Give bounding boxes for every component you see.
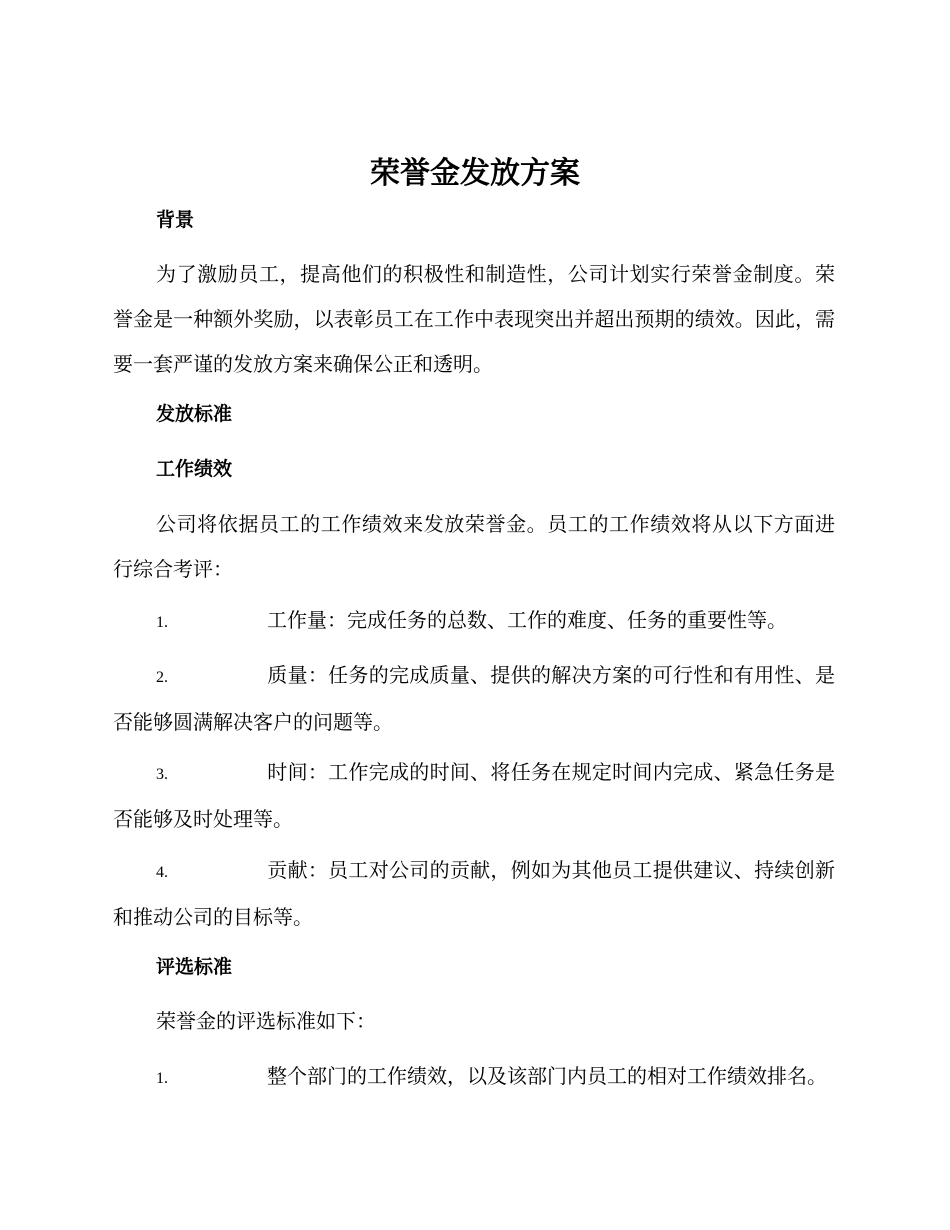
list-item [113, 848, 835, 940]
document-title: 荣誉金发放方案 [370, 156, 580, 191]
background-paragraph: 为了激励员工，提高他们的积极性和制造性，公司计划实行荣誉金制度。荣誉金是一种额外奖励，以表彰员工在工作中表现突出并超出预期的绩效。因此，需要一套严谨的发放方案来确保公正和透明。 [113, 262, 835, 376]
list-item-text: 整个部门的工作绩效，以及该部门内员工的相对工作绩效排名。 [267, 1064, 827, 1088]
list-item [113, 598, 835, 645]
list-item-text: 贡献：员工对公司的贡献，例如为其他员工提供建议、持续创新和推动公司的目标等。 [113, 858, 835, 929]
section-heading-selection: 评选标准 [156, 956, 233, 978]
list-item [113, 750, 835, 842]
section-heading-standard: 发放标准 [156, 403, 233, 425]
section-heading-background: 背景 [156, 209, 195, 231]
list-item [113, 653, 835, 745]
list-number: 4. [156, 864, 168, 881]
list-item [113, 1054, 835, 1101]
selection-paragraph: 荣誉金的评选标准如下： [156, 1009, 376, 1033]
list-item-text: 质量：任务的完成质量、提供的解决方案的可行性和有用性、是否能够圆满解决客户的问题等。 [113, 663, 835, 734]
list-number: 1. [156, 614, 168, 631]
section-heading-performance: 工作绩效 [156, 458, 233, 480]
list-number: 3. [156, 766, 168, 783]
list-number: 1. [156, 1070, 168, 1087]
list-item-text: 时间：工作完成的时间、将任务在规定时间内完成、紧急任务是否能够及时处理等。 [113, 760, 835, 831]
list-item-text: 工作量：完成任务的总数、工作的难度、任务的重要性等。 [267, 608, 787, 632]
performance-paragraph: 公司将依据员工的工作绩效来发放荣誉金。员工的工作绩效将从以下方面进行综合考评： [113, 512, 835, 581]
list-number: 2. [156, 669, 168, 686]
